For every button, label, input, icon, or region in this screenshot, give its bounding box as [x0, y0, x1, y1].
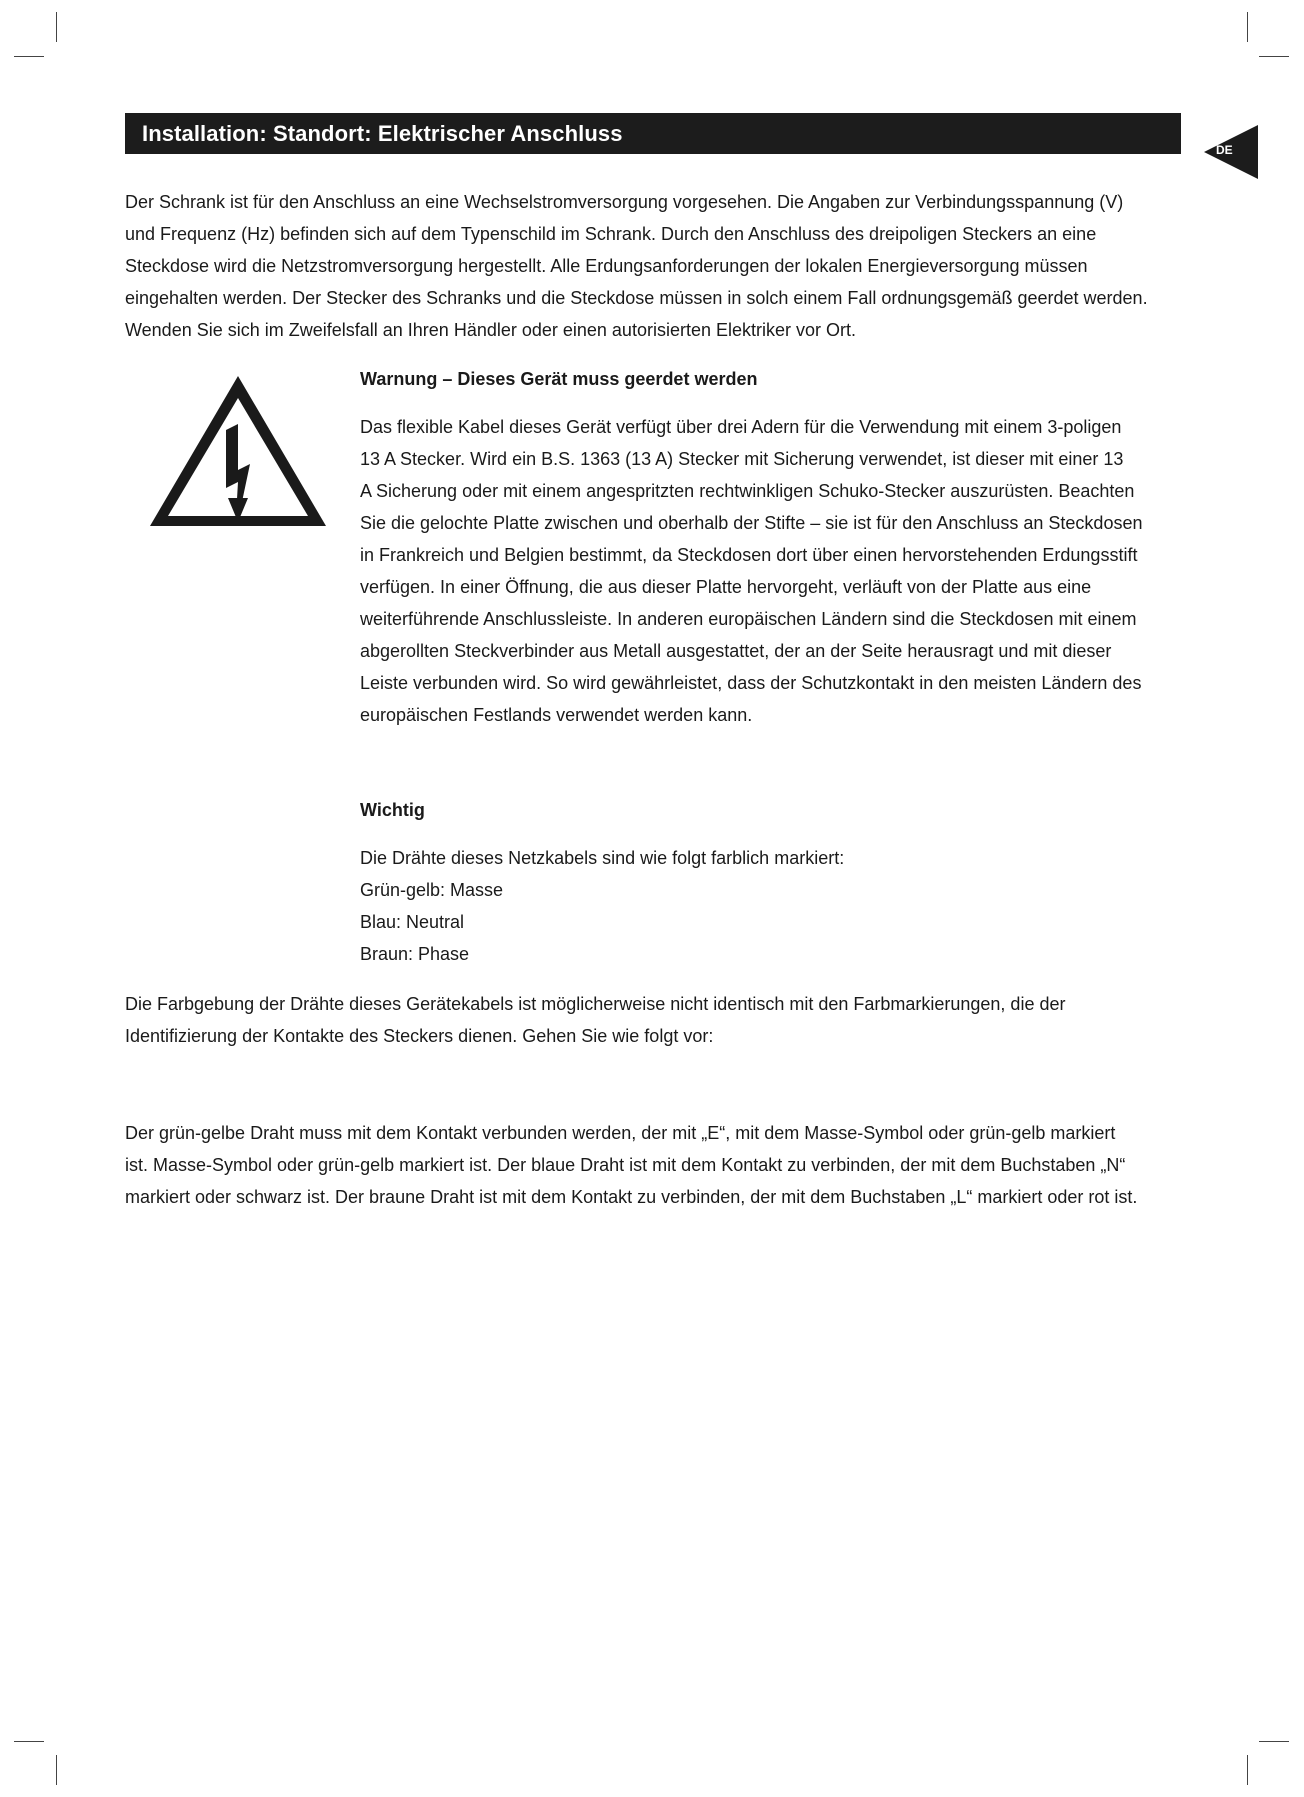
- warning-line: europäischen Festlands verwendet werden kann.: [360, 705, 753, 725]
- wire-color-item: Braun: Phase: [360, 944, 470, 964]
- note-paragraph: [125, 988, 1065, 1052]
- high-voltage-warning-icon: [146, 372, 330, 530]
- intro-line: und Frequenz (Hz) befinden sich auf dem Typenschild im Schrank. Durch den Anschluss des dreipoligen Steckers an eine: [125, 224, 1097, 244]
- section-header: [125, 113, 1181, 154]
- instructions-line: Der grün-gelbe Draht muss mit dem Kontakt verbunden werden, der mit „E“, mit dem Masse-Symbol oder grün-gelb markiert: [125, 1123, 1116, 1143]
- crop-mark-top-left-vertical: [56, 12, 57, 42]
- page-title: Installation: Standort: Elektrischer Anschluss: [142, 120, 623, 146]
- intro-line: eingehalten werden. Der Stecker des Schranks und die Steckdose müssen in solch einem Fall ordnungsgemäß geerdet werden.: [125, 288, 1148, 308]
- intro-line: Steckdose wird die Netzstromversorgung hergestellt. Alle Erdungsanforderungen der lokalen Energieversorgung müssen: [125, 256, 1088, 276]
- instructions-line: markiert oder schwarz ist. Der braune Draht ist mit dem Kontakt zu verbinden, der mit dem Buchstaben „L“ markiert oder rot ist.: [125, 1187, 1138, 1207]
- warning-line: in Frankreich und Belgien bestimmt, da Steckdosen dort über einen hervorstehenden Erdungsstift: [360, 545, 1138, 565]
- wire-color-list: [360, 842, 844, 970]
- wire-color-intro: Die Drähte dieses Netzkabels sind wie folgt farblich markiert:: [360, 848, 845, 868]
- crop-mark-top-right-horizontal: [1259, 56, 1289, 57]
- wire-color-item: Blau: Neutral: [360, 912, 465, 932]
- language-tab-label: DE: [1216, 143, 1233, 157]
- warning-line: verfügen. In einer Öffnung, die aus dieser Platte hervorgeht, verläuft von der Platte aus eine: [360, 577, 1092, 597]
- crop-mark-bottom-left-vertical: [56, 1755, 57, 1785]
- instructions-paragraph: [125, 1117, 1137, 1213]
- warning-heading: Warnung – Dieses Gerät muss geerdet werden: [360, 369, 758, 389]
- intro-line: Wenden Sie sich im Zweifelsfall an Ihren Händler oder einen autorisierten Elektriker vor Ort.: [125, 320, 856, 340]
- crop-mark-top-left-horizontal: [14, 56, 44, 57]
- warning-line: weiterführende Anschlussleiste. In anderen europäischen Ländern sind die Steckdosen mit einem: [360, 609, 1137, 629]
- crop-mark-top-right-vertical: [1247, 12, 1248, 42]
- warning-line: Das flexible Kabel dieses Gerät verfügt über drei Adern für die Verwendung mit einem 3-poligen: [360, 417, 1122, 437]
- warning-line: Leiste verbunden wird. So wird gewährleistet, dass der Schutzkontakt in den meisten Ländern des: [360, 673, 1142, 693]
- warning-line: abgerollten Steckverbinder aus Metall ausgestattet, der an der Seite herausragt und mit dieser: [360, 641, 1112, 661]
- language-tab: [1204, 125, 1258, 179]
- note-line: Die Farbgebung der Drähte dieses Gerätekabels ist möglicherweise nicht identisch mit den Farbmarkierungen, die der: [125, 994, 1066, 1014]
- important-heading: Wichtig: [360, 800, 425, 820]
- intro-line: Der Schrank ist für den Anschluss an eine Wechselstromversorgung vorgesehen. Die Angaben zur Verbindungsspannung (V): [125, 192, 1124, 212]
- note-line: Identifizierung der Kontakte des Steckers dienen. Gehen Sie wie folgt vor:: [125, 1026, 714, 1046]
- warning-line: A Sicherung oder mit einem angespritzten rechtwinkligen Schuko-Stecker auszurüsten. Beachten: [360, 481, 1135, 501]
- crop-mark-bottom-right-horizontal: [1259, 1741, 1289, 1742]
- instructions-line: ist. Masse-Symbol oder grün-gelb markiert ist. Der blaue Draht ist mit dem Kontakt zu verbinden, der mit dem Buchstaben „N“: [125, 1155, 1126, 1175]
- wire-color-item: Grün-gelb: Masse: [360, 880, 504, 900]
- crop-mark-bottom-left-horizontal: [14, 1741, 44, 1742]
- warning-line: 13 A Stecker. Wird ein B.S. 1363 (13 A) Stecker mit Sicherung verwendet, ist dieser mit einer 13: [360, 449, 1124, 469]
- warning-line: Sie die gelochte Platte zwischen und oberhalb der Stifte – sie ist für den Anschluss an Steckdosen: [360, 513, 1143, 533]
- intro-paragraph: [125, 186, 1148, 346]
- warning-paragraph: [360, 411, 1142, 731]
- crop-mark-bottom-right-vertical: [1247, 1755, 1248, 1785]
